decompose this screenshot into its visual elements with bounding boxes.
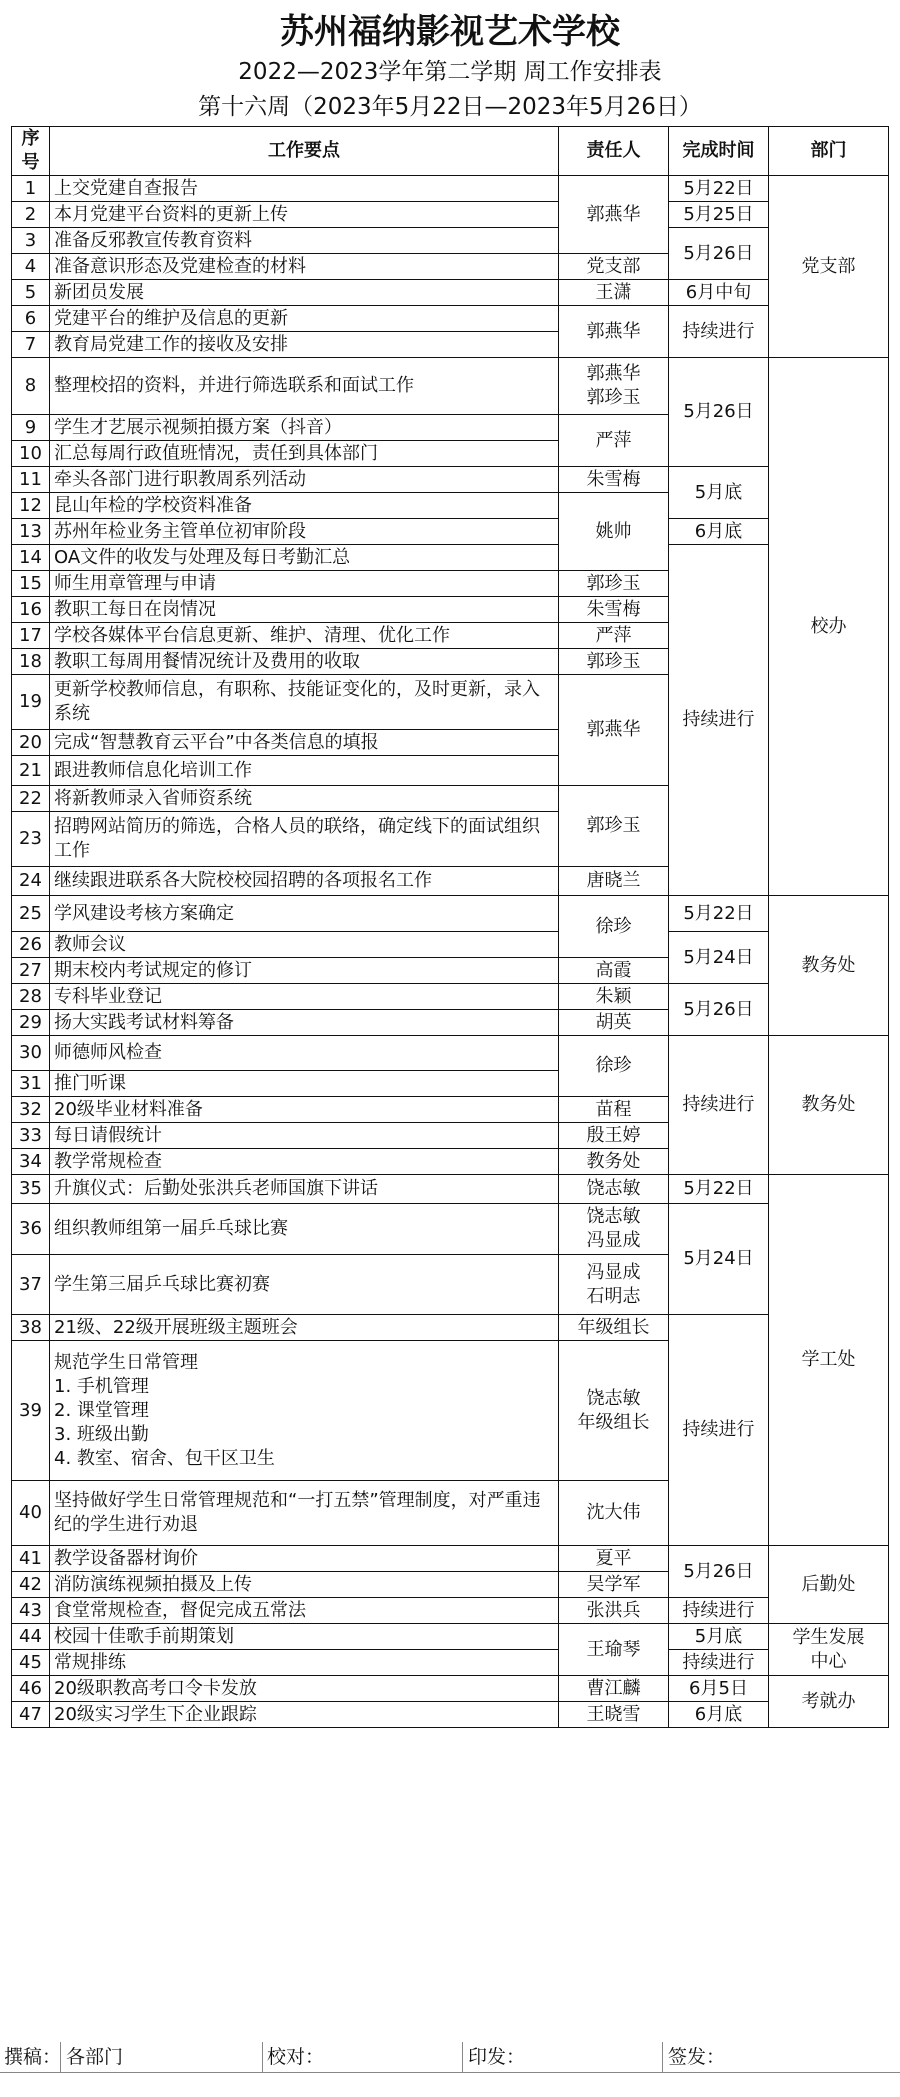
time-cell: 5月26日	[669, 984, 769, 1036]
owner-cell: 王晓雪	[559, 1702, 669, 1728]
table-row	[12, 932, 889, 958]
row-number: 6	[12, 306, 50, 332]
task-text: 20级实习学生下企业跟踪	[50, 1702, 559, 1728]
school-title: 苏州福纳影视艺术学校	[280, 12, 620, 52]
owner-cell: 王瑜琴	[559, 1624, 669, 1676]
task-text: 更新学校教师信息，有职称、技能证变化的，及时更新，录入系统	[50, 675, 559, 730]
task-text: 教育局党建工作的接收及安排	[50, 332, 559, 358]
owner-cell: 胡英	[559, 1010, 669, 1036]
owner-cell: 郭燕华	[559, 306, 669, 358]
task-subitem: 3. 班级出勤	[54, 1423, 149, 1445]
task-line: 规范学生日常管理	[54, 1351, 198, 1373]
row-number: 34	[12, 1149, 50, 1175]
task-text: 常规排练	[50, 1650, 559, 1676]
task-text: 将新教师录入省师资系统	[50, 786, 559, 812]
owner-cell: 朱雪梅	[559, 467, 669, 493]
row-number: 35	[12, 1175, 50, 1204]
row-number: 28	[12, 984, 50, 1010]
task-text: 学生才艺展示视频拍摄方案（抖音）	[50, 415, 559, 441]
owner-cell: 郭珍玉	[559, 649, 669, 675]
time-cell: 持续进行	[669, 1598, 769, 1624]
time-cell: 5月26日	[669, 358, 769, 467]
table-row	[12, 176, 889, 202]
task-text: 推门听课	[50, 1071, 559, 1097]
table-row	[12, 1315, 889, 1341]
time-cell: 5月22日	[669, 176, 769, 202]
table-header-row	[12, 127, 889, 176]
owner-cell: 王潇	[559, 280, 669, 306]
task-text: 准备反邪教宣传教育资料	[50, 228, 559, 254]
time-cell: 6月底	[669, 1702, 769, 1728]
task-text: 党建平台的维护及信息的更新	[50, 306, 559, 332]
time-cell: 5月22日	[669, 896, 769, 932]
table-row	[12, 1546, 889, 1572]
owner-line: 冯显成	[586, 1261, 641, 1283]
owner-cell: 郭珍玉	[559, 786, 669, 867]
row-number: 40	[12, 1481, 50, 1546]
row-number: 42	[12, 1572, 50, 1598]
dept-cell: 教务处	[769, 1036, 889, 1175]
row-number: 31	[12, 1071, 50, 1097]
owner-cell: 严萍	[559, 623, 669, 649]
row-number: 5	[12, 280, 50, 306]
row-number: 14	[12, 545, 50, 571]
row-number: 32	[12, 1097, 50, 1123]
row-number: 41	[12, 1546, 50, 1572]
task-text: 学校各媒体平台信息更新、维护、清理、优化工作	[50, 623, 559, 649]
term-title: 2022—2023学年第二学期 周工作安排表	[238, 59, 662, 85]
row-number: 22	[12, 786, 50, 812]
footer-divider	[662, 2042, 663, 2072]
row-number: 16	[12, 597, 50, 623]
owner-cell: 高霞	[559, 958, 669, 984]
owner-cell: 党支部	[559, 254, 669, 280]
row-number: 24	[12, 867, 50, 896]
task-text	[50, 1341, 559, 1481]
owner-cell	[559, 358, 669, 415]
owner-cell: 夏平	[559, 1546, 669, 1572]
footer-rule	[0, 2072, 900, 2073]
task-text: 完成“智慧教育云平台”中各类信息的填报	[50, 730, 559, 756]
time-cell: 5月底	[669, 1624, 769, 1650]
owner-cell: 沈大伟	[559, 1481, 669, 1546]
row-number: 12	[12, 493, 50, 519]
task-subitem: 4. 教室、宿舍、包干区卫生	[54, 1447, 275, 1469]
schedule-table	[11, 126, 889, 1728]
row-number: 9	[12, 415, 50, 441]
table-row	[12, 519, 889, 545]
table-row	[12, 280, 889, 306]
task-text: 继续跟进联系各大院校校园招聘的各项报名工作	[50, 867, 559, 896]
task-text: 新团员发展	[50, 280, 559, 306]
proof-label: 校对：	[267, 2046, 325, 2068]
task-text: 食堂常规检查，督促完成五常法	[50, 1598, 559, 1624]
row-number: 11	[12, 467, 50, 493]
time-cell: 持续进行	[669, 1650, 769, 1676]
dept-line: 中心	[810, 1650, 847, 1672]
owner-cell: 严萍	[559, 415, 669, 467]
table-row	[12, 1204, 889, 1255]
task-text: 教学常规检查	[50, 1149, 559, 1175]
owner-cell: 朱颖	[559, 984, 669, 1010]
owner-cell: 郭燕华	[559, 675, 669, 786]
owner-cell: 苗程	[559, 1097, 669, 1123]
row-number: 4	[12, 254, 50, 280]
task-text: 校园十佳歌手前期策划	[50, 1624, 559, 1650]
task-subitem: 1. 手机管理	[54, 1375, 149, 1397]
task-text: 专科毕业登记	[50, 984, 559, 1010]
task-text: 汇总每周行政值班情况，责任到具体部门	[50, 441, 559, 467]
row-number: 1	[12, 176, 50, 202]
row-number: 18	[12, 649, 50, 675]
row-number: 45	[12, 1650, 50, 1676]
row-number: 44	[12, 1624, 50, 1650]
draft-value: 各部门	[66, 2046, 124, 2068]
column-header-dept: 部门	[769, 127, 889, 176]
footer-divider	[262, 2042, 263, 2072]
table-row	[12, 1702, 889, 1728]
task-text: 招聘网站简历的筛选，合格人员的联络，确定线下的面试组织工作	[50, 812, 559, 867]
draft-label: 撰稿：	[4, 2046, 62, 2068]
table-row	[12, 1624, 889, 1650]
table-row	[12, 545, 889, 571]
row-number: 47	[12, 1702, 50, 1728]
task-text: 牵头各部门进行职教周系列活动	[50, 467, 559, 493]
time-cell: 持续进行	[669, 1315, 769, 1546]
task-text: 跟进教师信息化培训工作	[50, 756, 559, 786]
dept-cell: 教务处	[769, 896, 889, 1036]
table-row	[12, 984, 889, 1010]
row-number: 38	[12, 1315, 50, 1341]
row-number: 13	[12, 519, 50, 545]
time-cell: 5月25日	[669, 202, 769, 228]
row-number: 3	[12, 228, 50, 254]
task-text: 教学设备器材询价	[50, 1546, 559, 1572]
owner-cell: 教务处	[559, 1149, 669, 1175]
task-text: 消防演练视频拍摄及上传	[50, 1572, 559, 1598]
row-number: 46	[12, 1676, 50, 1702]
column-header-owner: 责任人	[559, 127, 669, 176]
column-header-task: 工作要点	[50, 127, 559, 176]
task-text: 组织教师组第一届乒乓球比赛	[50, 1204, 559, 1255]
table-row	[12, 1598, 889, 1624]
owner-cell: 吴学军	[559, 1572, 669, 1598]
task-text: 本月党建平台资料的更新上传	[50, 202, 559, 228]
week-title: 第十六周（2023年5月22日—2023年5月26日）	[198, 94, 702, 120]
table-row	[12, 306, 889, 332]
time-cell: 5月24日	[669, 1204, 769, 1315]
row-number: 2	[12, 202, 50, 228]
time-cell: 5月24日	[669, 932, 769, 984]
owner-cell: 张洪兵	[559, 1598, 669, 1624]
table-row	[12, 228, 889, 254]
task-text: 每日请假统计	[50, 1123, 559, 1149]
row-number: 15	[12, 571, 50, 597]
task-text: 师生用章管理与申请	[50, 571, 559, 597]
row-number: 20	[12, 730, 50, 756]
task-text: 昆山年检的学校资料准备	[50, 493, 559, 519]
row-number: 10	[12, 441, 50, 467]
task-text: 准备意识形态及党建检查的材料	[50, 254, 559, 280]
dept-cell: 校办	[769, 358, 889, 896]
time-cell: 6月底	[669, 519, 769, 545]
task-text: 扬大实践考试材料筹备	[50, 1010, 559, 1036]
table-row	[12, 1036, 889, 1071]
row-number: 8	[12, 358, 50, 415]
row-number: 25	[12, 896, 50, 932]
owner-cell: 饶志敏	[559, 1175, 669, 1204]
task-text: 教职工每日在岗情况	[50, 597, 559, 623]
row-number: 23	[12, 812, 50, 867]
owner-line: 冯显成	[586, 1230, 641, 1251]
task-text: 师德师风检查	[50, 1036, 559, 1071]
owner-line: 石明志	[586, 1285, 641, 1307]
row-number: 17	[12, 623, 50, 649]
owner-line: 饶志敏	[586, 1206, 641, 1227]
column-header-time: 完成时间	[669, 127, 769, 176]
row-number: 21	[12, 756, 50, 786]
owner-cell: 郭燕华	[559, 176, 669, 254]
owner-line: 年级组长	[577, 1411, 650, 1433]
row-number: 27	[12, 958, 50, 984]
dept-cell: 党支部	[769, 176, 889, 358]
owner-cell: 郭珍玉	[559, 571, 669, 597]
task-text: 教师会议	[50, 932, 559, 958]
owner-cell: 徐珍	[559, 1036, 669, 1097]
sign-label: 签发：	[668, 2046, 726, 2068]
time-cell: 持续进行	[669, 1036, 769, 1175]
dept-line: 学生发展	[792, 1626, 865, 1648]
task-text: 学风建设考核方案确定	[50, 896, 559, 932]
dept-cell: 学工处	[769, 1175, 889, 1546]
task-text: 坚持做好学生日常管理规范和“一打五禁”管理制度，对严重违纪的学生进行劝退	[50, 1481, 559, 1546]
footer-divider	[60, 2042, 61, 2072]
footer-divider	[462, 2042, 463, 2072]
time-cell: 5月底	[669, 467, 769, 519]
task-text: 20级毕业材料准备	[50, 1097, 559, 1123]
row-number: 39	[12, 1341, 50, 1481]
owner-cell: 姚帅	[559, 493, 669, 571]
task-text: 升旗仪式：后勤处张洪兵老师国旗下讲话	[50, 1175, 559, 1204]
table-row	[12, 1650, 889, 1676]
row-number: 19	[12, 675, 50, 730]
print-label: 印发：	[468, 2046, 526, 2068]
table-row	[12, 467, 889, 493]
task-text: 21级、22级开展班级主题班会	[50, 1315, 559, 1341]
table-row	[12, 1676, 889, 1702]
owner-cell	[559, 1204, 669, 1255]
owner-cell: 徐珍	[559, 896, 669, 958]
task-subitem: 2. 课堂管理	[54, 1399, 149, 1421]
dept-cell: 后勤处	[769, 1546, 889, 1624]
row-number: 30	[12, 1036, 50, 1071]
row-number: 37	[12, 1255, 50, 1315]
owner-line: 郭燕华	[586, 363, 641, 384]
owner-line: 饶志敏	[586, 1387, 641, 1409]
task-text: 学生第三届乒乓球比赛初赛	[50, 1255, 559, 1315]
owner-cell: 年级组长	[559, 1315, 669, 1341]
time-cell: 5月26日	[669, 1546, 769, 1598]
time-cell: 6月5日	[669, 1676, 769, 1702]
row-number: 43	[12, 1598, 50, 1624]
time-cell: 6月中旬	[669, 280, 769, 306]
task-text: 期末校内考试规定的修订	[50, 958, 559, 984]
owner-cell: 朱雪梅	[559, 597, 669, 623]
owner-cell	[559, 1341, 669, 1481]
owner-cell: 曹江麟	[559, 1676, 669, 1702]
owner-cell: 唐晓兰	[559, 867, 669, 896]
task-text: 20级职教高考口令卡发放	[50, 1676, 559, 1702]
time-cell: 5月22日	[669, 1175, 769, 1204]
task-text: 上交党建自查报告	[50, 176, 559, 202]
row-number: 33	[12, 1123, 50, 1149]
owner-cell: 殷王婷	[559, 1123, 669, 1149]
dept-cell: 考就办	[769, 1676, 889, 1728]
footer-signature-row	[0, 2042, 900, 2072]
table-row	[12, 358, 889, 415]
row-number: 26	[12, 932, 50, 958]
task-text: 苏州年检业务主管单位初审阶段	[50, 519, 559, 545]
table-row	[12, 202, 889, 228]
task-text: OA文件的收发与处理及每日考勤汇总	[50, 545, 559, 571]
time-cell: 持续进行	[669, 545, 769, 896]
time-cell: 持续进行	[669, 306, 769, 358]
table-row	[12, 1175, 889, 1204]
task-text: 整理校招的资料，并进行筛选联系和面试工作	[50, 358, 559, 415]
row-number: 7	[12, 332, 50, 358]
owner-cell	[559, 1255, 669, 1315]
table-row	[12, 896, 889, 932]
row-number: 29	[12, 1010, 50, 1036]
time-cell: 5月26日	[669, 228, 769, 280]
owner-line: 郭珍玉	[586, 387, 641, 408]
row-number: 36	[12, 1204, 50, 1255]
task-text: 教职工每周用餐情况统计及费用的收取	[50, 649, 559, 675]
dept-cell	[769, 1624, 889, 1676]
column-header-no: 序号	[12, 127, 50, 176]
